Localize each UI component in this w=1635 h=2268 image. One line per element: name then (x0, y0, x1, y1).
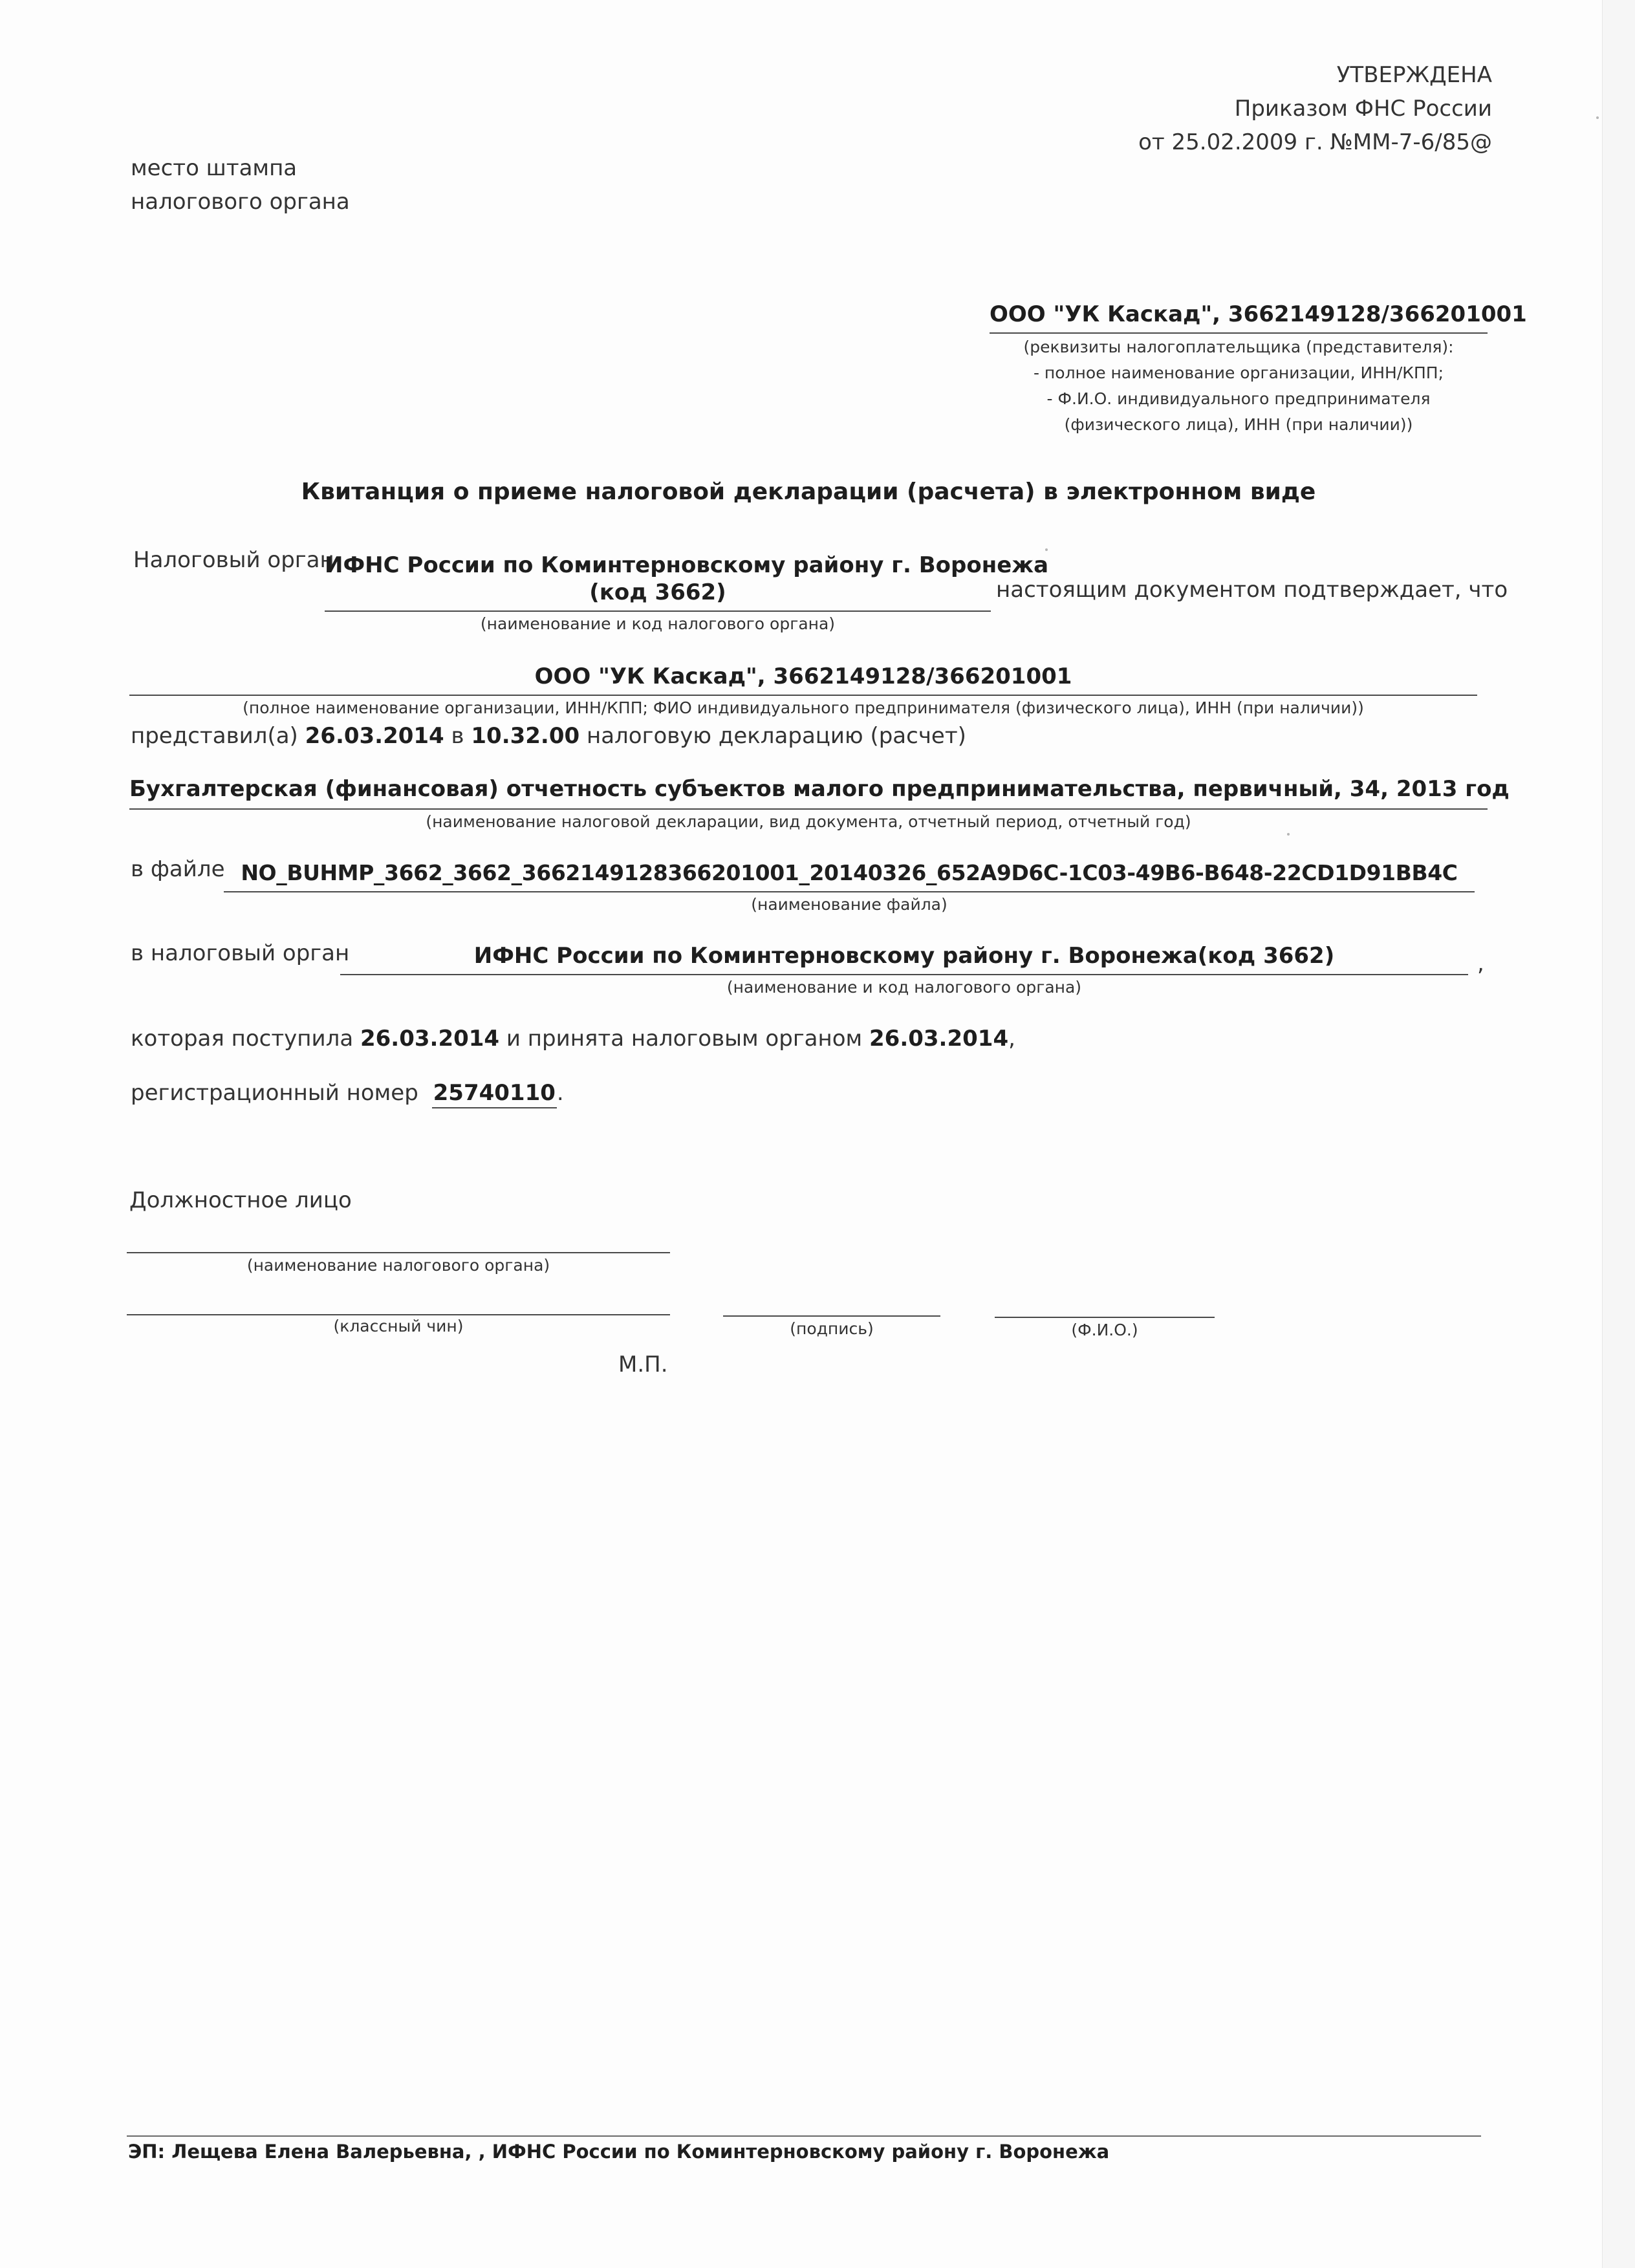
receiving-authority-comma: , (1477, 951, 1484, 977)
official-name-caption: (Ф.И.О.) (1071, 1321, 1138, 1339)
taxpayer-value: ООО "УК Каскад", 3662149128/366201001 (990, 301, 1527, 327)
declaration-value: Бухгалтерская (финансовая) отчетность субъектов малого предпринимательства, первичный, 34, 2013 год (129, 776, 1510, 802)
official-heading: Должностное лицо (129, 1187, 352, 1213)
registration-period: . (556, 1080, 564, 1106)
scan-speck (1596, 116, 1599, 119)
declaration-underline (129, 808, 1488, 810)
document-title: Квитанция о приеме налоговой декларации (расчета) в электронном виде (301, 479, 1316, 505)
receiving-authority-caption: (наименование и код налогового органа) (726, 978, 1082, 997)
submitted-time: 10.32.00 (471, 723, 580, 749)
registration-line (131, 1080, 564, 1108)
scan-speck (1045, 548, 1048, 551)
received-line (131, 1026, 1015, 1052)
receiving-authority-underline (340, 974, 1468, 975)
approval-date: от 25.02.2009 г. №ММ-7-6/85@ (1138, 129, 1492, 155)
seal-mark: М.П. (618, 1352, 668, 1377)
submitted-date: 26.03.2014 (305, 723, 444, 749)
registration-number: 25740110 (432, 1080, 557, 1108)
stamp-place-line2: налогового органа (131, 189, 350, 215)
submitted-prefix: представил(а) (131, 723, 298, 749)
scan-speck (1287, 833, 1290, 836)
official-signature-caption: (подпись) (790, 1319, 874, 1338)
authority-suffix: настоящим документом подтверждает, что (996, 577, 1508, 603)
submitted-suffix: налоговую декларацию (расчет) (586, 723, 966, 749)
received-date: 26.03.2014 (360, 1026, 500, 1052)
received-middle: и принята налоговым органом (506, 1026, 863, 1052)
official-signature-line (723, 1315, 940, 1317)
page-edge (1602, 0, 1635, 2268)
submitted-line (131, 723, 966, 749)
approval-title: УТВЕРЖДЕНА (1336, 62, 1492, 88)
taxpayer-caption-3: - Ф.И.О. индивидуального предпринимателя (1046, 389, 1431, 408)
stamp-place-line1: место штампа (131, 155, 298, 181)
authority-value-line1: ИФНС России по Коминтерновскому району г. Воронежа (325, 552, 1049, 578)
receiving-authority-label: в налоговый орган (131, 940, 350, 966)
submitted-at: в (451, 723, 464, 749)
declaration-caption: (наименование налоговой декларации, вид документа, отчетный период, отчетный год) (426, 812, 1191, 831)
receiving-authority-value: ИФНС России по Коминтерновскому району г. Воронежа(код 3662) (473, 943, 1335, 969)
file-label: в файле (131, 856, 225, 882)
registration-label: регистрационный номер (131, 1080, 418, 1106)
file-underline (224, 891, 1475, 892)
authority-underline (325, 610, 991, 612)
authority-label: Налоговый орган (133, 547, 334, 573)
received-prefix: которая поступила (131, 1026, 354, 1052)
organization-value: ООО "УК Каскад", 3662149128/366201001 (534, 664, 1072, 689)
taxpayer-caption-2: - полное наименование организации, ИНН/КПП; (1033, 363, 1444, 382)
organization-underline (129, 695, 1477, 696)
file-name: NO_BUHMP_3662_3662_3662149128366201001_20140326_652A9D6C-1C03-49B6-B648-22CD1D91BB4C (241, 860, 1458, 885)
received-comma: , (1008, 1026, 1015, 1052)
official-name-line (995, 1317, 1215, 1318)
footer-rule (127, 2135, 1481, 2137)
accepted-date: 26.03.2014 (869, 1026, 1009, 1052)
official-authority-line (127, 1252, 670, 1253)
taxpayer-caption-1: (реквизиты налогоплательщика (представителя): (1023, 338, 1454, 356)
footer-signature: ЭП: Лещева Елена Валерьевна, , ИФНС России по Коминтерновскому району г. Воронежа (128, 2141, 1110, 2163)
approval-order: Приказом ФНС России (1234, 96, 1492, 122)
organization-caption: (полное наименование организации, ИНН/КПП; ФИО индивидуального предпринимателя (физического лица), ИНН (при наличии)) (243, 698, 1364, 717)
official-rank-caption: (классный чин) (333, 1317, 464, 1335)
official-authority-caption: (наименование налогового органа) (246, 1256, 550, 1275)
taxpayer-underline (990, 332, 1488, 334)
authority-value-line2: (код 3662) (589, 579, 726, 605)
taxpayer-caption-4: (физического лица), ИНН (при наличии)) (1064, 415, 1413, 434)
official-rank-line (127, 1314, 670, 1315)
authority-caption: (наименование и код налогового органа) (480, 614, 836, 633)
file-caption: (наименование файла) (751, 895, 947, 914)
